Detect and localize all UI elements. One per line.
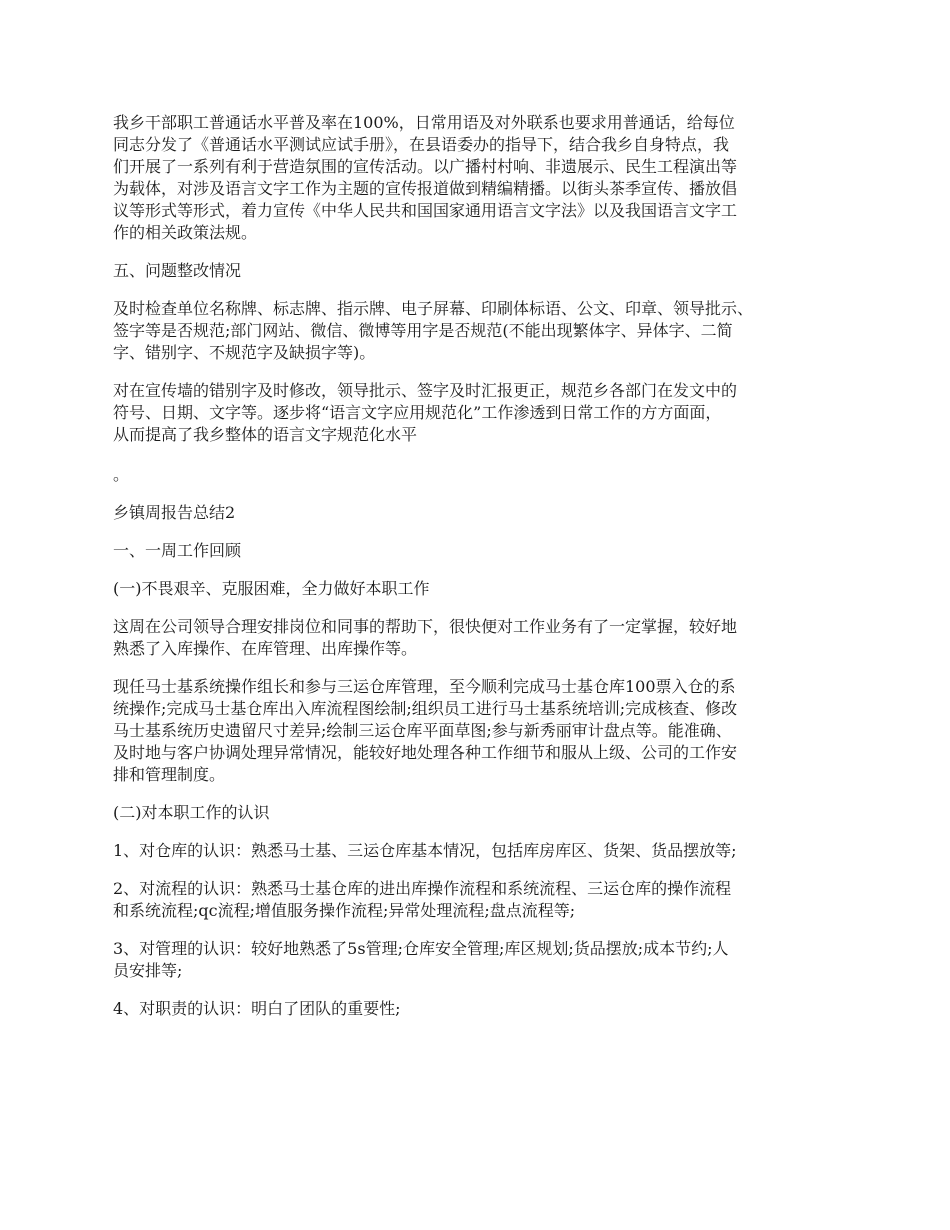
list-item-process: 2、对流程的认识：熟悉马士基仓库的进出库操作流程和系统流程、三运仓库的操作流程 和系统流程;qc流程;增值服务操作流程;异常处理流程;盘点流程等; bbox=[113, 879, 732, 920]
list-item-management: 3、对管理的认识：较好地熟悉了5s管理;仓库安全管理;库区规划;货品摆放;成本节约;人 员安排等; bbox=[113, 939, 729, 980]
paragraph-intro: 我乡干部职工普通话水平普及率在100%，日常用语及对外联系也要求用普通话，给每位 同志分发了《普通话水平测试应试手册》，在县语委办的指导下，结合我乡自身特点，我 们开展了一系列有利于营造氛围的宣传活动。以广播村村响、非遗展示、民生工程演出等 为载体，对涉及语言文字工作为主题的宣传报道做到精编精播。以街头茶季宣传、播放倡 议等形式等形式，着力宣传《中华人民共和国国家通用语言文字法》以及我国语言文字工 作的相关政策法规。 bbox=[113, 113, 738, 242]
paragraph-current-role: 现任马士基系统操作组长和参与三运仓库管理，至今顺利完成马士基仓库100票入仓的系 统操作;完成马士基仓库出入库流程图绘制;组织员工进行马士基系统培训;完成核查、修改 马士基系统历史遗留尺寸差异;绘制三运仓库平面草图;参与新秀丽审计盘点等。能准确、 及时地与客户协调处理异常情况，能较好地处理各种工作细节和服从上级、公司的工作安 排和管理制度。 bbox=[113, 677, 738, 784]
list-item-warehouse: 1、对仓库的认识：熟悉马士基、三运仓库基本情况，包括库房库区、货架、货品摆放等; bbox=[113, 841, 737, 860]
paragraph-correction: 对在宣传墙的错别字及时修改，领导批示、签字及时汇报更正，规范乡各部门在发文中的 符号、日期、文字等。逐步将“语言文字应用规范化”工作渗透到日常工作的方方面面， 从而提高了我乡整体的语言文字规范化水平 bbox=[113, 381, 738, 444]
heading-week-review: 一、一周工作回顾 bbox=[113, 541, 242, 560]
paragraph-week-summary: 这周在公司领导合理安排岗位和同事的帮助下，很快便对工作业务有了一定掌握，较好地 熟悉了入库操作、在库管理、出库操作等。 bbox=[113, 617, 738, 658]
heading-subsection-two: (二)对本职工作的认识 bbox=[113, 803, 270, 822]
list-item-responsibility: 4、对职责的认识：明白了团队的重要性; bbox=[113, 999, 401, 1018]
heading-subsection-one: (一)不畏艰辛、克服困难，全力做好本职工作 bbox=[113, 579, 430, 598]
document-body bbox=[113, 112, 845, 1036]
paragraph-period: 。 bbox=[113, 465, 130, 484]
heading-section-five: 五、问题整改情况 bbox=[113, 261, 242, 280]
heading-report-title: 乡镇周报告总结2 bbox=[113, 503, 236, 522]
paragraph-inspection: 及时检查单位名称牌、标志牌、指示牌、电子屏幕、印刷体标语、公文、印章、领导批示、 签字等是否规范;部门网站、微信、微博等用字是否规范(不能出现繁体字、异体字、二简 字、错别字、不规范字及缺损字等)。 bbox=[113, 299, 754, 362]
